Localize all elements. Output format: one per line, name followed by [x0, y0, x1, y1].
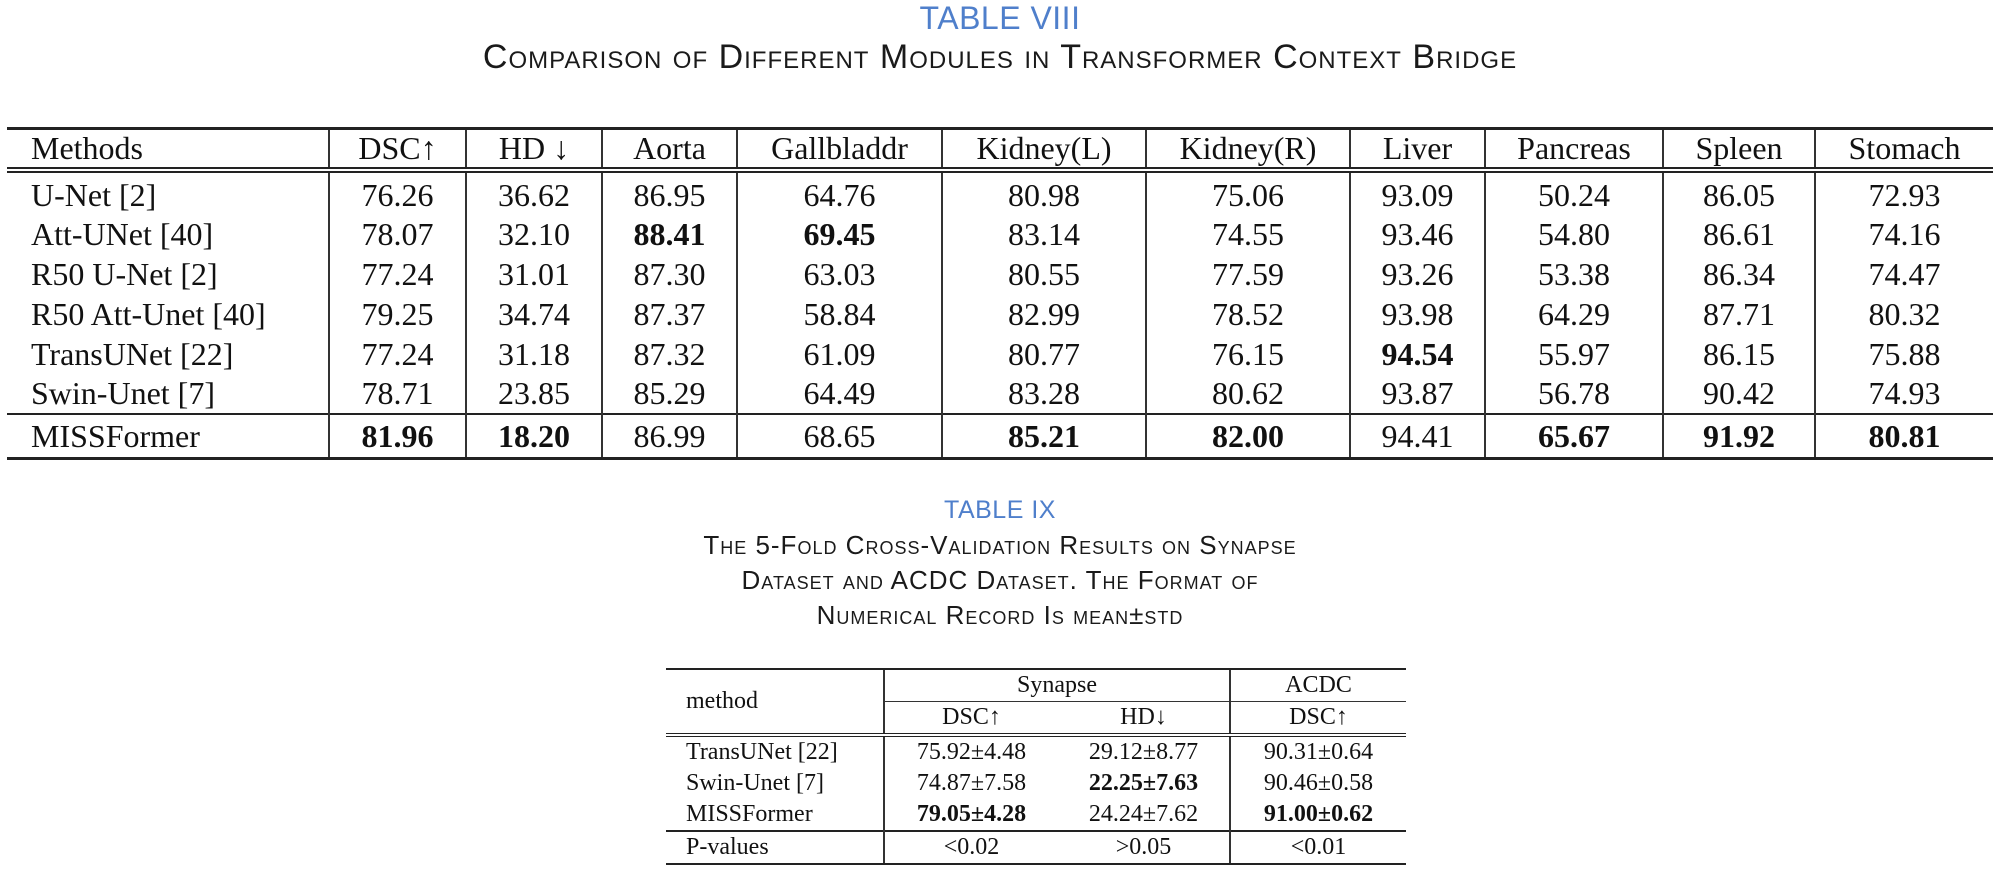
header-group-acdc: ACDC [1230, 669, 1406, 702]
value-cell: 76.15 [1146, 334, 1350, 374]
value-cell: 83.28 [942, 374, 1146, 414]
value-cell-best: 69.45 [737, 214, 942, 254]
value-cell: 74.47 [1815, 254, 1993, 294]
table-row-proposed [7, 414, 1993, 459]
value-cell: 93.87 [1350, 374, 1485, 414]
header-liver: Liver [1350, 129, 1485, 171]
method-cell: R50 U-Net [2] [31, 255, 218, 292]
table-row [7, 374, 1993, 414]
header-pancreas: Pancreas [1485, 129, 1663, 171]
pvalues-label: P-values [666, 831, 884, 864]
table-row [7, 254, 1993, 294]
value-cell-best: 81.96 [329, 414, 466, 459]
value-cell: 76.26 [329, 170, 466, 214]
table-viii [7, 127, 1993, 460]
header-gallbladder: Gallbladdr [737, 129, 942, 171]
value-cell: 72.93 [1815, 170, 1993, 214]
header-methods: Methods [7, 129, 329, 171]
value-cell: 87.32 [602, 334, 737, 374]
table-row-proposed [666, 799, 1406, 831]
value-cell: 53.38 [1485, 254, 1663, 294]
header-dsc: DSC↑ [329, 129, 466, 171]
value-cell: 86.34 [1663, 254, 1815, 294]
value-cell-best: 22.25±7.63 [1088, 770, 1199, 796]
value-cell: 75.92±4.48 [884, 735, 1058, 768]
value-cell: 86.15 [1663, 334, 1815, 374]
value-cell: 86.05 [1663, 170, 1815, 214]
value-cell: 79.25 [329, 294, 466, 334]
table-row [7, 334, 1993, 374]
method-cell: TransUNet [22] [31, 335, 234, 372]
table-ix-title-line: Dataset and ACDC Dataset. The Format of [741, 565, 1259, 595]
header-group-synapse: Synapse [884, 669, 1230, 702]
value-cell: 74.87±7.58 [884, 768, 1058, 799]
header-synapse-hd: HD↓ [1058, 702, 1230, 736]
value-cell: 86.99 [602, 414, 737, 459]
value-cell: 23.85 [466, 374, 602, 414]
value-cell: 74.93 [1815, 374, 1993, 414]
value-cell: 85.29 [602, 374, 737, 414]
value-cell: 80.77 [942, 334, 1146, 374]
method-cell: U-Net [2] [31, 177, 157, 213]
table-viii-label: TABLE VIII [919, 0, 1081, 36]
value-cell: 61.09 [737, 334, 942, 374]
header-aorta: Aorta [602, 129, 737, 171]
value-cell: 32.10 [466, 214, 602, 254]
table-row [666, 768, 1406, 799]
value-cell-best: 85.21 [942, 414, 1146, 459]
value-cell-best: 94.54 [1350, 334, 1485, 374]
value-cell: 64.76 [737, 170, 942, 214]
pvalue-cell: <0.01 [1230, 831, 1406, 864]
value-cell: 74.55 [1146, 214, 1350, 254]
value-cell: 80.32 [1815, 294, 1993, 334]
value-cell: 90.42 [1663, 374, 1815, 414]
value-cell: 86.61 [1663, 214, 1815, 254]
value-cell: 63.03 [737, 254, 942, 294]
header-synapse-dsc: DSC↑ [884, 702, 1058, 736]
value-cell: 56.78 [1485, 374, 1663, 414]
value-cell: 80.62 [1146, 374, 1350, 414]
table-row-pvalues [666, 831, 1406, 864]
value-cell: 94.41 [1350, 414, 1485, 459]
value-cell: 78.71 [329, 374, 466, 414]
table-viii-title: Comparison of Different Modules in Transformer Context Bridge [482, 38, 1518, 76]
value-cell: 90.46±0.58 [1230, 768, 1406, 799]
table-ix [666, 668, 1406, 865]
value-cell: 93.09 [1350, 170, 1485, 214]
value-cell: 78.52 [1146, 294, 1350, 334]
header-method: method [666, 669, 884, 735]
value-cell: 24.24±7.62 [1088, 801, 1199, 827]
value-cell-best: 82.00 [1146, 414, 1350, 459]
method-cell: Att-UNet [40] [31, 215, 214, 252]
value-cell-best: 65.67 [1485, 414, 1663, 459]
value-cell: 93.98 [1350, 294, 1485, 334]
value-cell: 82.99 [942, 294, 1146, 334]
value-cell: 80.98 [942, 170, 1146, 214]
value-cell: 90.31±0.64 [1230, 735, 1406, 768]
value-cell: 77.24 [329, 334, 466, 374]
method-cell: R50 Att-Unet [40] [31, 295, 266, 332]
value-cell-best: 91.92 [1663, 414, 1815, 459]
value-cell: 75.06 [1146, 170, 1350, 214]
value-cell: 64.29 [1485, 294, 1663, 334]
value-cell-best: 88.41 [602, 214, 737, 254]
value-cell: 55.97 [1485, 334, 1663, 374]
value-cell: 93.26 [1350, 254, 1485, 294]
value-cell: 86.95 [602, 170, 737, 214]
value-cell: 54.80 [1485, 214, 1663, 254]
value-cell: 87.71 [1663, 294, 1815, 334]
table-viii-header-row [7, 129, 1993, 171]
table-row [7, 294, 1993, 334]
header-stomach: Stomach [1815, 129, 1993, 171]
value-cell-best: 91.00±0.62 [1230, 799, 1406, 831]
value-cell: 50.24 [1485, 170, 1663, 214]
method-cell: Swin-Unet [7] [31, 375, 215, 411]
value-cell-best: 79.05±4.28 [884, 799, 1058, 831]
header-acdc-dsc: DSC↑ [1230, 702, 1406, 736]
value-cell: 74.16 [1815, 214, 1993, 254]
table-ix-group-header-row [666, 669, 1406, 702]
value-cell: 87.30 [602, 254, 737, 294]
pvalue-cell: <0.02 [884, 831, 1058, 864]
value-cell: 29.12±8.77 [1088, 739, 1199, 765]
value-cell: 34.74 [466, 294, 602, 334]
method-cell: MISSFormer [686, 801, 813, 827]
value-cell: 36.62 [466, 170, 602, 214]
header-hd: HD ↓ [466, 129, 602, 171]
method-cell: TransUNet [22] [686, 739, 838, 765]
value-cell: 83.14 [942, 214, 1146, 254]
value-cell: 31.18 [466, 334, 602, 374]
header-spleen: Spleen [1663, 129, 1815, 171]
pvalue-cell: >0.05 [1058, 831, 1230, 864]
header-kidney-right: Kidney(R) [1146, 129, 1350, 171]
value-cell: 68.65 [737, 414, 942, 459]
table-ix-title-line: Numerical Record Is mean±std [816, 600, 1184, 630]
table-row [666, 735, 1406, 768]
header-kidney-left: Kidney(L) [942, 129, 1146, 171]
method-cell: MISSFormer [7, 414, 329, 459]
value-cell-best: 80.81 [1815, 414, 1993, 459]
value-cell: 80.55 [942, 254, 1146, 294]
value-cell: 78.07 [329, 214, 466, 254]
table-ix-label: TABLE IX [944, 496, 1056, 524]
value-cell: 77.59 [1146, 254, 1350, 294]
value-cell: 64.49 [737, 374, 942, 414]
method-cell: Swin-Unet [7] [686, 770, 824, 796]
table-ix-title-line: The 5-Fold Cross-Validation Results on Synapse [703, 530, 1297, 560]
value-cell: 58.84 [737, 294, 942, 334]
value-cell: 77.24 [329, 254, 466, 294]
value-cell-best: 18.20 [466, 414, 602, 459]
value-cell: 93.46 [1350, 214, 1485, 254]
table-row [7, 214, 1993, 254]
value-cell: 75.88 [1815, 334, 1993, 374]
value-cell: 31.01 [466, 254, 602, 294]
table-row [7, 170, 1993, 214]
value-cell: 87.37 [602, 294, 737, 334]
